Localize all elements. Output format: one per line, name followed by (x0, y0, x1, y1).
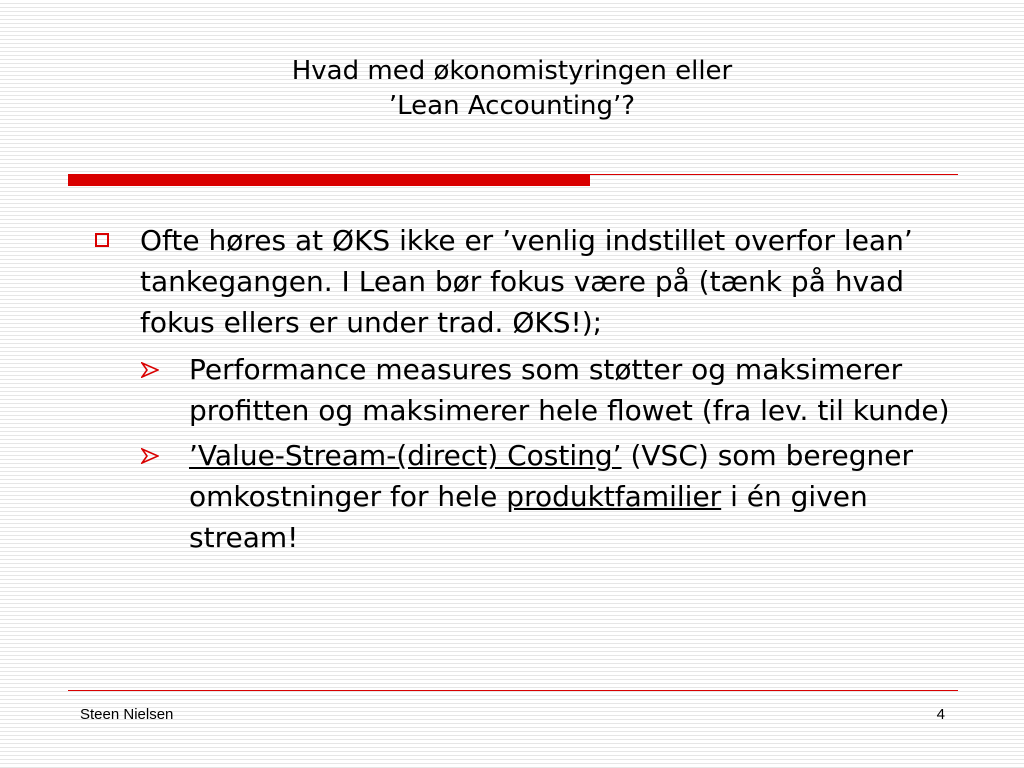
bullet-list (90, 220, 950, 562)
bullet-main-text: Ofte høres at ØKS ikke er ’venlig indstillet overfor lean’ tankegangen. I Lean bør fokus være på (tænk på hvad fokus ellers er under trad. ØKS!); (140, 224, 913, 339)
sub-bullet-vsc-end-text: i én given stream! (189, 480, 868, 554)
sub-bullet-vsc-text: (VSC) som beregner omkostninger for hele (189, 439, 913, 513)
footer-divider (68, 690, 958, 691)
sub-bullet-performance-text: Performance measures som støtter og maksimerer profitten og maksimerer hele flowet (fra lev. til kunde) (189, 353, 950, 427)
slide-title-line-1: Hvad med økonomistyringen eller (291, 56, 733, 86)
produktfamilier-term-link[interactable]: produktfamilier (506, 480, 722, 513)
bullet-item-main (90, 220, 950, 558)
title-divider-thick (68, 174, 590, 186)
vsc-term-link[interactable]: ’Value-Stream-(direct) Costing’ (189, 439, 622, 472)
sub-bullet-item-performance (140, 349, 950, 431)
sub-bullet-list (140, 349, 950, 558)
arrow-bullet-icon (141, 362, 159, 378)
slide-title-line-2: ’Lean Accounting’? (388, 90, 636, 121)
slide-number: 4 (936, 706, 945, 723)
slide-title (68, 54, 956, 124)
square-outline-icon (95, 233, 109, 247)
sub-bullet-item-vsc (140, 435, 950, 558)
arrow-bullet-icon (141, 448, 159, 464)
footer-author: Steen Nielsen (80, 706, 174, 723)
